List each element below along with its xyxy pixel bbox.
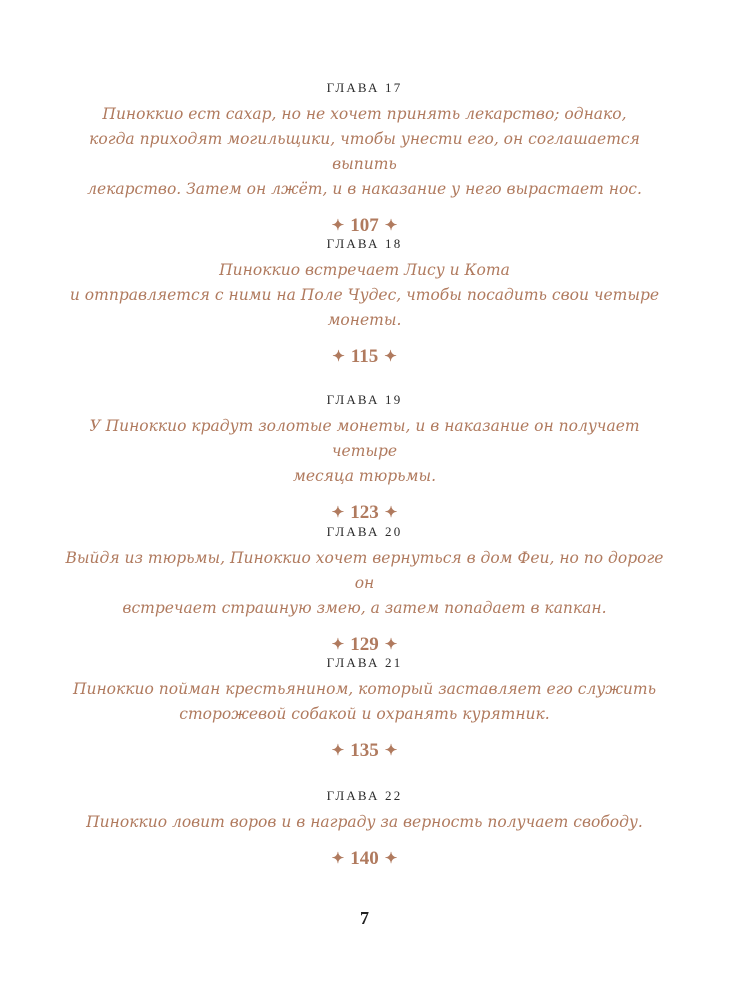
ornament-star-icon: ✦ [384,637,398,653]
summary-line: монеты. [327,311,402,329]
chapter-summary [60,258,669,333]
ornament-star-icon: ✦ [332,349,345,365]
ornament-star-icon: ✦ [331,218,345,234]
ornament-star-icon: ✦ [384,218,398,234]
chapter-page-number: 135 [350,740,379,761]
chapter-heading: ГЛАВА 17 [326,80,403,95]
chapter-page-reference[interactable] [60,346,669,368]
chapter-page-reference[interactable] [60,215,669,237]
toc-entry-chapter-22 [60,788,669,870]
chapter-page-reference[interactable] [60,848,669,870]
chapter-heading: ГЛАВА 19 [326,392,403,407]
chapter-heading: ГЛАВА 18 [326,236,403,251]
summary-line: Пиноккио ест сахар, но не хочет принять лекарство; однако, [102,105,627,123]
chapter-page-number: 107 [350,215,379,236]
ornament-star-icon: ✦ [331,851,345,867]
summary-line: Пиноккио ловит воров и в награду за верность получает свободу. [86,813,643,831]
chapter-summary [60,677,669,727]
toc-entry-chapter-19 [60,392,669,524]
summary-line: Пиноккио встречает Лису и Кота [219,261,510,279]
ornament-star-icon: ✦ [331,505,345,521]
summary-line: встречает страшную змею, а затем попадает в капкан. [122,599,607,617]
ornament-star-icon: ✦ [331,743,345,759]
toc-entry-chapter-20 [60,524,669,656]
ornament-star-icon: ✦ [384,743,398,759]
ornament-star-icon: ✦ [384,851,398,867]
chapter-page-number: 115 [350,346,379,367]
chapter-summary [60,546,669,621]
chapter-heading: ГЛАВА 22 [326,788,403,803]
chapter-heading: ГЛАВА 20 [326,524,403,539]
toc-entry-chapter-18 [60,236,669,368]
chapter-page-number: 123 [350,502,379,523]
chapter-summary [60,414,669,489]
summary-line: когда приходят могильщики, чтобы унести его, он соглашается выпить [89,130,640,173]
folio-page-number: 7 [360,908,369,928]
summary-line: лекарство. Затем он лжёт, и в наказание у него вырастает нос. [87,180,642,198]
toc-entry-chapter-21 [60,655,669,762]
summary-line: месяца тюрьмы. [292,467,437,485]
chapter-heading: ГЛАВА 21 [326,655,403,670]
summary-line: сторожевой собакой и охранять курятник. [179,705,550,723]
chapter-page-reference[interactable] [60,502,669,524]
chapter-page-number: 140 [350,848,379,869]
summary-line: У Пиноккио крадут золотые монеты, и в наказание он получает четыре [89,417,640,460]
chapter-page-reference[interactable] [60,740,669,762]
toc-entry-chapter-17 [60,80,669,237]
ornament-star-icon: ✦ [384,349,397,365]
summary-line: Выйдя из тюрьмы, Пиноккио хочет вернуться в дом Феи, но по дороге он [65,549,664,592]
ornament-star-icon: ✦ [331,637,345,653]
chapter-page-reference[interactable] [60,634,669,656]
chapter-page-number: 129 [350,634,379,655]
chapter-summary [60,102,669,202]
chapter-summary [60,810,669,835]
summary-line: Пиноккио пойман крестьянином, который заставляет его служить [72,680,657,698]
summary-line: и отправляется с ними на Поле Чудес, чтобы посадить свои четыре [69,286,660,304]
ornament-star-icon: ✦ [384,505,398,521]
